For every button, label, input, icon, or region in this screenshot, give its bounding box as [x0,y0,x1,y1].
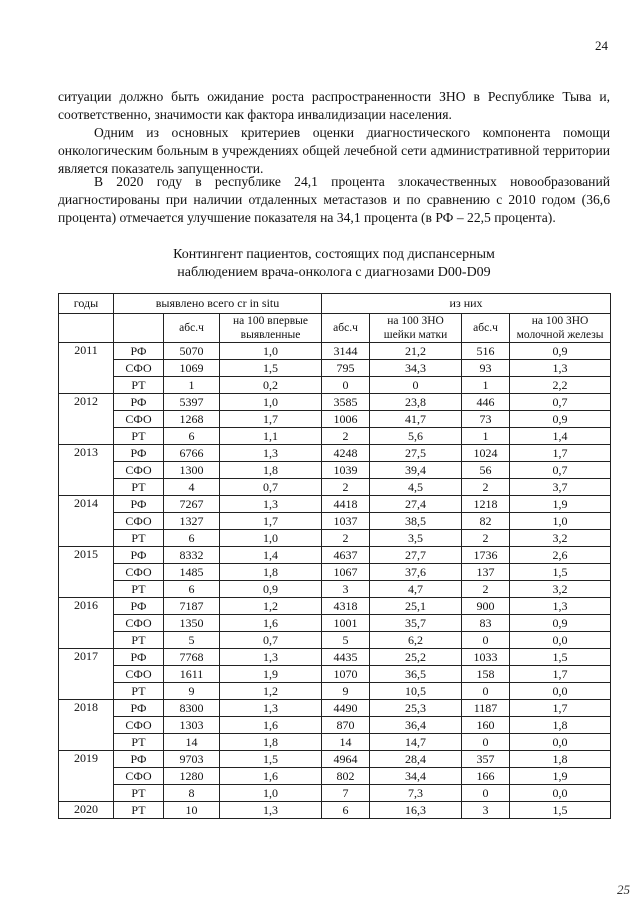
value-cell: 1268 [164,411,220,428]
value-cell: 158 [462,666,510,683]
value-cell: 1187 [462,700,510,717]
value-cell: 1,9 [510,768,611,785]
value-cell: 795 [322,360,370,377]
table-row [59,615,611,632]
value-cell: 2,2 [510,377,611,394]
value-cell: 1067 [322,564,370,581]
caption-line-2: наблюдением врача-онколога с диагнозами D00-D09 [177,265,491,280]
value-cell: 1327 [164,513,220,530]
value-cell: 1,0 [220,343,322,360]
value-cell: 7,3 [370,785,462,802]
value-cell: 4637 [322,547,370,564]
header-detected: выявлено всего cr in situ [114,294,322,314]
value-cell: 14 [322,734,370,751]
value-cell: 1,3 [510,360,611,377]
header-sub: абс.ч [164,314,220,343]
value-cell: 0,9 [510,411,611,428]
value-cell: 1,5 [510,564,611,581]
value-cell: 93 [462,360,510,377]
value-cell: 6 [164,428,220,445]
value-cell: 6 [164,581,220,598]
region-cell: РТ [114,581,164,598]
region-cell: РТ [114,377,164,394]
value-cell: 0 [462,734,510,751]
value-cell: 0,7 [220,632,322,649]
value-cell: 1069 [164,360,220,377]
value-cell: 0,9 [510,343,611,360]
value-cell: 1280 [164,768,220,785]
value-cell: 802 [322,768,370,785]
region-cell: РТ [114,530,164,547]
value-cell: 4,5 [370,479,462,496]
value-cell: 1303 [164,717,220,734]
value-cell: 38,5 [370,513,462,530]
value-cell: 21,2 [370,343,462,360]
table-row [59,632,611,649]
value-cell: 1,7 [510,445,611,462]
value-cell: 25,2 [370,649,462,666]
year-cell: 2015 [59,547,114,598]
value-cell: 0 [462,683,510,700]
value-cell: 82 [462,513,510,530]
year-cell: 2016 [59,598,114,649]
value-cell: 34,3 [370,360,462,377]
region-cell: РТ [114,785,164,802]
value-cell: 1 [462,377,510,394]
year-cell: 2014 [59,496,114,547]
table-row [59,394,611,411]
value-cell: 7267 [164,496,220,513]
value-cell: 1,7 [220,513,322,530]
value-cell: 4,7 [370,581,462,598]
value-cell: 2 [462,479,510,496]
value-cell: 0,0 [510,632,611,649]
corner-mark: 25 [617,882,630,897]
value-cell: 5,6 [370,428,462,445]
value-cell: 3,2 [510,581,611,598]
region-cell: РФ [114,394,164,411]
patients-table [58,293,611,819]
header-sub: на 100 ЗНО молочной железы [510,314,611,343]
region-cell: СФО [114,615,164,632]
value-cell: 1,8 [510,751,611,768]
value-cell: 2 [322,530,370,547]
value-cell: 4318 [322,598,370,615]
value-cell: 1300 [164,462,220,479]
value-cell: 1611 [164,666,220,683]
value-cell: 1,4 [220,547,322,564]
value-cell: 10,5 [370,683,462,700]
region-cell: РТ [114,479,164,496]
value-cell: 0 [462,785,510,802]
value-cell: 4490 [322,700,370,717]
region-cell: СФО [114,717,164,734]
value-cell: 3 [462,802,510,819]
value-cell: 1,7 [510,700,611,717]
table-row [59,377,611,394]
value-cell: 1,3 [220,649,322,666]
table-row [59,734,611,751]
year-cell: 2012 [59,394,114,445]
value-cell: 1024 [462,445,510,462]
region-cell: РТ [114,802,164,819]
value-cell: 3,5 [370,530,462,547]
value-cell: 14 [164,734,220,751]
value-cell: 1,0 [220,785,322,802]
value-cell: 1,5 [510,802,611,819]
table-row [59,649,611,666]
value-cell: 5 [322,632,370,649]
value-cell: 1,0 [510,513,611,530]
year-cell: 2017 [59,649,114,700]
value-cell: 0,2 [220,377,322,394]
value-cell: 1,8 [220,734,322,751]
value-cell: 1,9 [220,666,322,683]
region-cell: СФО [114,666,164,683]
value-cell: 1,8 [220,462,322,479]
value-cell: 1,3 [220,445,322,462]
value-cell: 1,9 [510,496,611,513]
value-cell: 41,7 [370,411,462,428]
table-row [59,768,611,785]
value-cell: 37,6 [370,564,462,581]
region-cell: СФО [114,462,164,479]
value-cell: 870 [322,717,370,734]
value-cell: 1,5 [220,751,322,768]
value-cell: 0,7 [510,394,611,411]
value-cell: 6,2 [370,632,462,649]
header-sub: на 100 ЗНО шейки матки [370,314,462,343]
value-cell: 9703 [164,751,220,768]
table-row [59,445,611,462]
table-row [59,666,611,683]
region-cell: СФО [114,360,164,377]
region-cell: РФ [114,700,164,717]
page-number: 24 [595,38,608,53]
value-cell: 0 [370,377,462,394]
value-cell: 1,2 [220,598,322,615]
header-years: годы [59,294,114,314]
value-cell: 23,8 [370,394,462,411]
value-cell: 1006 [322,411,370,428]
value-cell: 27,5 [370,445,462,462]
value-cell: 0,0 [510,683,611,700]
value-cell: 27,4 [370,496,462,513]
value-cell: 8332 [164,547,220,564]
region-cell: РТ [114,683,164,700]
table-row [59,530,611,547]
table-body [59,343,611,819]
value-cell: 516 [462,343,510,360]
header-sub: абс.ч [322,314,370,343]
value-cell: 6766 [164,445,220,462]
header-empty [114,314,164,343]
table-row [59,547,611,564]
value-cell: 1001 [322,615,370,632]
value-cell: 7768 [164,649,220,666]
value-cell: 25,3 [370,700,462,717]
value-cell: 4964 [322,751,370,768]
value-cell: 446 [462,394,510,411]
region-cell: РФ [114,751,164,768]
paragraph-3: В 2020 году в республике 24,1 процента злокачественных новообразований диагностированы при наличии отдаленных метастазов и по сравнению с 2010 годом (36,6 процента) отмечается улучшение показателя на 34,1 процента (в РФ – 22,5 процента). [58,173,610,225]
value-cell: 2,6 [510,547,611,564]
table-caption [58,246,610,282]
value-cell: 34,4 [370,768,462,785]
header-sub: абс.ч [462,314,510,343]
value-cell: 25,1 [370,598,462,615]
value-cell: 1,5 [510,649,611,666]
value-cell: 1,7 [510,666,611,683]
region-cell: СФО [114,768,164,785]
value-cell: 9 [322,683,370,700]
value-cell: 1,4 [510,428,611,445]
value-cell: 6 [164,530,220,547]
value-cell: 14,7 [370,734,462,751]
value-cell: 3585 [322,394,370,411]
value-cell: 0,9 [510,615,611,632]
table-row [59,717,611,734]
value-cell: 0 [322,377,370,394]
value-cell: 160 [462,717,510,734]
paragraph-2: Одним из основных критериев оценки диагностического компонента помощи онкологическим больным в учреждениях общей лечебной сети административной территории является показатель запущенности. [58,124,610,176]
value-cell: 1,3 [220,496,322,513]
year-cell: 2018 [59,700,114,751]
value-cell: 1218 [462,496,510,513]
value-cell: 1,3 [510,598,611,615]
value-cell: 1,3 [220,700,322,717]
value-cell: 56 [462,462,510,479]
region-cell: РФ [114,598,164,615]
value-cell: 9 [164,683,220,700]
value-cell: 3 [322,581,370,598]
table-row [59,343,611,360]
value-cell: 1,2 [220,683,322,700]
value-cell: 0 [462,632,510,649]
value-cell: 1,1 [220,428,322,445]
value-cell: 1736 [462,547,510,564]
value-cell: 1 [164,377,220,394]
value-cell: 28,4 [370,751,462,768]
region-cell: РФ [114,547,164,564]
value-cell: 36,5 [370,666,462,683]
value-cell: 39,4 [370,462,462,479]
value-cell: 2 [462,581,510,598]
header-sub: на 100 впервые выявленные [220,314,322,343]
table-row [59,683,611,700]
region-cell: РТ [114,428,164,445]
value-cell: 166 [462,768,510,785]
region-cell: РФ [114,445,164,462]
value-cell: 36,4 [370,717,462,734]
value-cell: 1037 [322,513,370,530]
table-row [59,598,611,615]
value-cell: 7 [322,785,370,802]
table-row [59,496,611,513]
value-cell: 1,3 [220,802,322,819]
table-row [59,564,611,581]
value-cell: 2 [322,428,370,445]
value-cell: 73 [462,411,510,428]
region-cell: РФ [114,649,164,666]
value-cell: 0,0 [510,785,611,802]
value-cell: 4418 [322,496,370,513]
value-cell: 1,0 [220,394,322,411]
table-row [59,785,611,802]
region-cell: РТ [114,734,164,751]
value-cell: 1,8 [220,564,322,581]
year-cell: 2013 [59,445,114,496]
value-cell: 1485 [164,564,220,581]
paragraph-1: ситуации должно быть ожидание роста распространенности ЗНО в Республике Тыва и, соответственно, значимости как фактора инвалидизации населения. [58,88,610,122]
value-cell: 1,8 [510,717,611,734]
value-cell: 16,3 [370,802,462,819]
value-cell: 2 [322,479,370,496]
region-cell: СФО [114,564,164,581]
value-cell: 2 [462,530,510,547]
value-cell: 10 [164,802,220,819]
table-row [59,462,611,479]
table-row [59,360,611,377]
table-row [59,411,611,428]
year-cell: 2011 [59,343,114,394]
value-cell: 900 [462,598,510,615]
year-cell: 2020 [59,802,114,819]
value-cell: 0,0 [510,734,611,751]
value-cell: 35,7 [370,615,462,632]
value-cell: 0,9 [220,581,322,598]
value-cell: 1033 [462,649,510,666]
value-cell: 1,6 [220,615,322,632]
region-cell: РФ [114,496,164,513]
table-row [59,700,611,717]
value-cell: 0,7 [220,479,322,496]
value-cell: 0,7 [510,462,611,479]
value-cell: 3,2 [510,530,611,547]
value-cell: 3,7 [510,479,611,496]
value-cell: 1070 [322,666,370,683]
header-of-them: из них [322,294,611,314]
value-cell: 4 [164,479,220,496]
value-cell: 6 [322,802,370,819]
value-cell: 1,7 [220,411,322,428]
value-cell: 1,0 [220,530,322,547]
year-cell: 2019 [59,751,114,802]
value-cell: 1350 [164,615,220,632]
value-cell: 1,5 [220,360,322,377]
value-cell: 137 [462,564,510,581]
value-cell: 1,6 [220,768,322,785]
region-cell: СФО [114,411,164,428]
value-cell: 8 [164,785,220,802]
table-row [59,751,611,768]
value-cell: 7187 [164,598,220,615]
region-cell: РФ [114,343,164,360]
value-cell: 4435 [322,649,370,666]
table-row [59,581,611,598]
table-row [59,802,611,819]
region-cell: СФО [114,513,164,530]
region-cell: РТ [114,632,164,649]
value-cell: 27,7 [370,547,462,564]
table-row [59,479,611,496]
table-row [59,428,611,445]
value-cell: 357 [462,751,510,768]
value-cell: 1039 [322,462,370,479]
table-row [59,513,611,530]
caption-line-1: Контингент пациентов, состоящих под диспансерным [173,247,495,262]
value-cell: 4248 [322,445,370,462]
value-cell: 5397 [164,394,220,411]
header-empty [59,314,114,343]
value-cell: 83 [462,615,510,632]
value-cell: 1 [462,428,510,445]
value-cell: 1,6 [220,717,322,734]
value-cell: 8300 [164,700,220,717]
value-cell: 3144 [322,343,370,360]
value-cell: 5 [164,632,220,649]
value-cell: 5070 [164,343,220,360]
